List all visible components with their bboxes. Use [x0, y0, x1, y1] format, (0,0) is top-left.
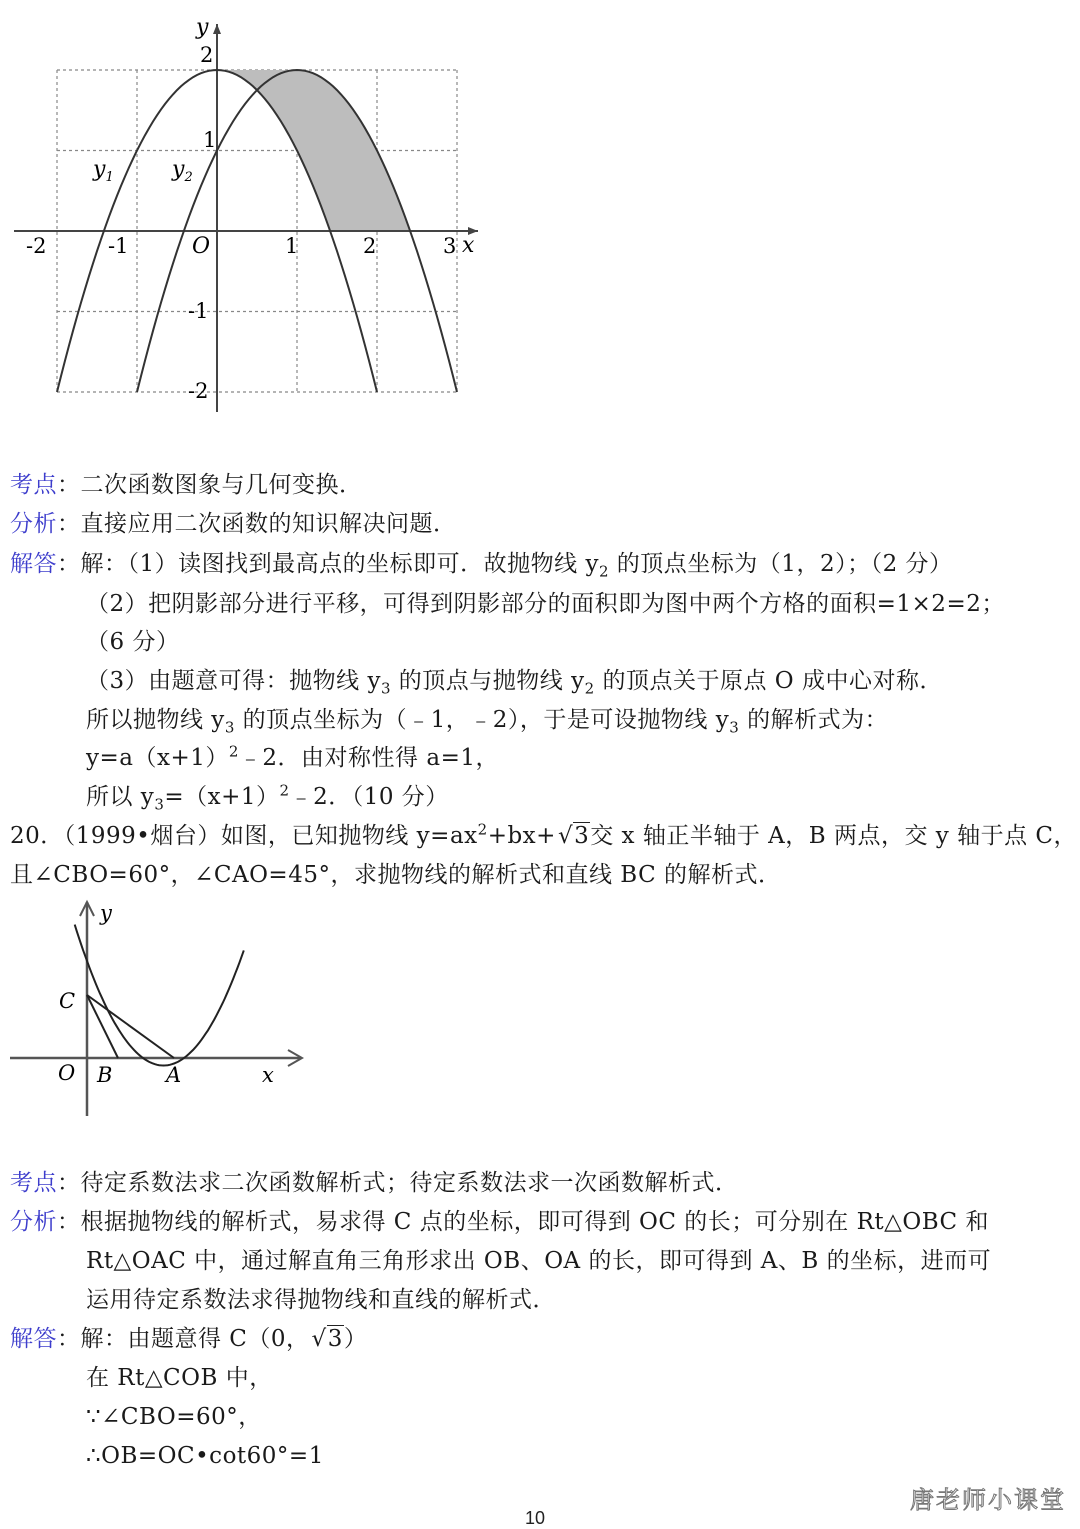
x-tick-label: -1: [108, 234, 129, 258]
q20-fenxi-line-2: [86, 1246, 991, 1276]
text: ﹣2．由对称性得 a=1，: [238, 745, 499, 771]
y-tick-label: -1: [188, 299, 209, 323]
x-tick-label: 1: [285, 234, 299, 258]
text: 的顶点关于原点 O 成中心对称．: [594, 668, 943, 694]
q20-fenxi-line-3: [86, 1285, 556, 1315]
text: ：根据抛物线的解析式，易求得 C 点的坐标，即可得到 OC 的长；可分别在 Rt△OBC 和: [57, 1209, 989, 1235]
text: 的顶点坐标为（﹣1，﹣2），于是可设抛物线 y: [234, 707, 730, 733]
text: 的顶点与抛物线 y: [391, 668, 585, 694]
text: =（x+1）: [164, 784, 280, 810]
x-tick-label: 3: [443, 234, 457, 258]
subscript: 3: [224, 718, 235, 737]
text: y=a（x+1）: [86, 745, 229, 771]
subscript: 3: [729, 718, 740, 737]
subscript: 3: [154, 795, 165, 814]
kaodian-label: 考点: [10, 1170, 57, 1196]
q19-jieda-line-2: [86, 589, 1005, 619]
x-tick-label: -2: [26, 234, 47, 258]
q20-jieda-line-3: [86, 1402, 262, 1432]
fenxi-text: ：直接应用二次函数的知识解决问题．: [57, 511, 457, 537]
text: ∴OB=OC•cot60°=1: [86, 1443, 324, 1469]
q19-jieda-line-3: [86, 627, 179, 657]
text: 所以 y: [86, 784, 155, 810]
q20-jieda-line-1: [10, 1324, 367, 1354]
q20-statement-line-2: [10, 860, 782, 890]
q19-jieda-line-7: [86, 782, 449, 812]
y-axis-label: y: [100, 901, 112, 925]
text: 且∠CBO=60°，∠CAO=45°，求抛物线的解析式和直线 BC 的解析式．: [10, 862, 782, 888]
point-label-O: O: [58, 1061, 76, 1085]
sqrt-symbol: √3: [311, 1326, 343, 1352]
parabola-graph-1: [0, 0, 500, 430]
jieda-label: 解答: [10, 1326, 57, 1352]
q19-jieda-line-4: [86, 666, 943, 696]
kaodian-text: ：二次函数图象与几何变换．: [57, 472, 363, 498]
text: Rt△OAC 中，通过解直角三角形求出 OB、OA 的长，即可得到 A、B 的坐标，进而可: [86, 1248, 992, 1274]
fenxi-label: 分析: [10, 511, 57, 537]
text: （2）把阴影部分进行平移，可得到阴影部分的面积即为图中两个方格的面积=1×2=2；: [86, 591, 1005, 617]
q20-fenxi-line-1: [10, 1207, 989, 1237]
line-CA: [87, 995, 174, 1058]
text: 的解析式为：: [739, 707, 889, 733]
page-number: 10: [525, 1508, 546, 1528]
text: 的顶点坐标为（1，2）；（2 分）: [609, 551, 953, 577]
q19-fenxi: [10, 509, 457, 539]
y-tick-label: 2: [200, 43, 214, 67]
text: 所以抛物线 y: [86, 707, 225, 733]
text: ∵∠CBO=60°，: [86, 1404, 262, 1430]
y-axis-arrow-icon: [213, 24, 221, 34]
text: 20．（1999•烟台）如图，已知抛物线 y=ax: [10, 823, 478, 849]
x-axis-label: x: [462, 233, 475, 258]
text: 交 x 轴正半轴于 A，B 两点，交 y 轴于点 C，: [590, 823, 1077, 849]
y-tick-label: 1: [203, 128, 217, 152]
text: ：解：（1）读图找到最高点的坐标即可．故抛物线 y: [57, 551, 599, 577]
x-tick-label: 2: [363, 234, 377, 258]
radicand: 3: [574, 823, 590, 849]
q19-kaodian: [10, 470, 363, 500]
q20-kaodian: [10, 1168, 739, 1198]
text: 在 Rt△COB 中，: [86, 1365, 273, 1391]
fenxi-label: 分析: [10, 1209, 57, 1235]
superscript: 2: [477, 820, 488, 839]
q19-jieda-line-6: [86, 743, 499, 773]
superscript: 2: [279, 781, 290, 800]
q20-jieda-line-2: [86, 1363, 273, 1393]
q20-statement-line-1: [10, 821, 1077, 851]
text: ：解：由题意得 C（0，: [57, 1326, 310, 1352]
watermark: 唐老师小课堂: [910, 1486, 1066, 1514]
point-label-A: A: [166, 1063, 182, 1087]
kaodian-label: 考点: [10, 472, 57, 498]
superscript: 2: [228, 742, 239, 761]
point-label-B: B: [97, 1063, 113, 1087]
x-axis-label: x: [262, 1063, 274, 1087]
radicand: 3: [327, 1326, 343, 1352]
q19-jieda-line-1: [10, 549, 953, 579]
text: ）: [343, 1326, 368, 1352]
text: ﹣2．（10 分）: [289, 784, 449, 810]
point-label-C: C: [59, 989, 76, 1013]
subscript: 2: [584, 679, 595, 698]
line-CB: [87, 995, 118, 1058]
text: +bx+: [487, 823, 556, 849]
curve-label-y1: $y_1$: [93, 157, 114, 185]
curve-label-y2: $y_2$: [172, 157, 193, 185]
subscript: 3: [380, 679, 391, 698]
text: 运用待定系数法求得抛物线和直线的解析式．: [86, 1287, 556, 1313]
q20-jieda-line-4: [86, 1441, 324, 1471]
origin-label: O: [192, 234, 211, 259]
parabola-curve: [75, 925, 244, 1066]
subscript: 2: [598, 562, 609, 581]
kaodian-text: ：待定系数法求二次函数解析式；待定系数法求一次函数解析式．: [57, 1170, 739, 1196]
y-axis-label: y: [196, 15, 209, 40]
q19-jieda-line-5: [86, 705, 888, 735]
parabola-graph-2: [0, 890, 320, 1120]
jieda-label: 解答: [10, 551, 57, 577]
text: （3）由题意可得：抛物线 y: [86, 668, 381, 694]
text: （6 分）: [86, 629, 180, 655]
sqrt-symbol: √3: [557, 823, 590, 849]
y-tick-label: -2: [188, 379, 209, 403]
